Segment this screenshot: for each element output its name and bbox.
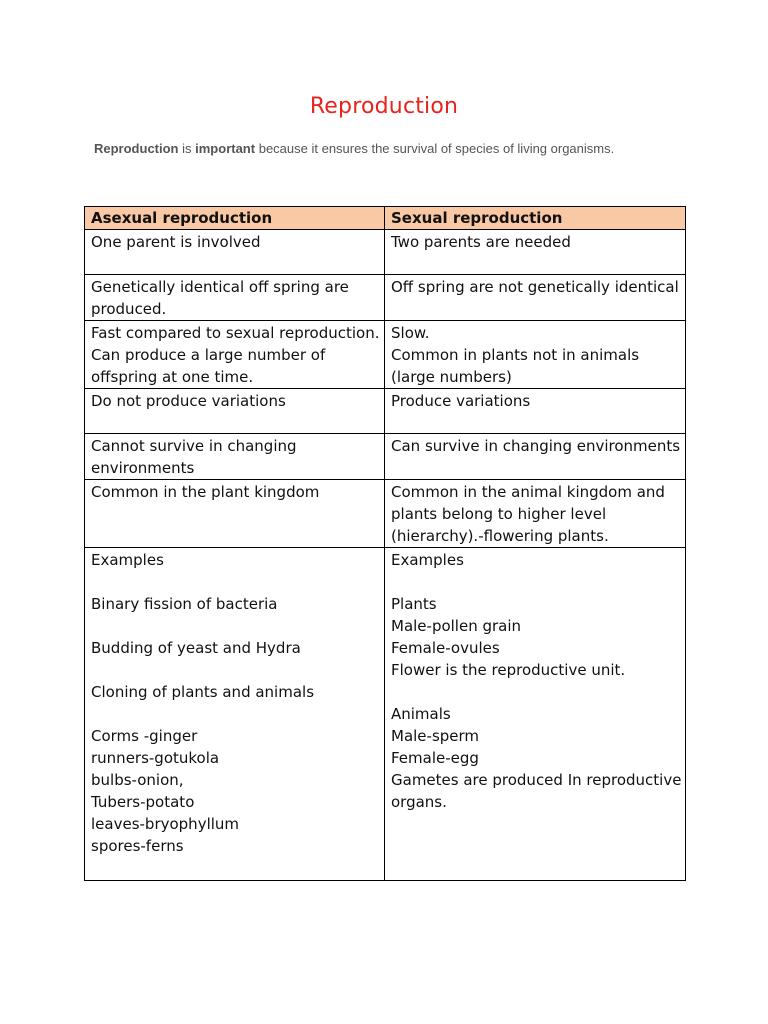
cell-line: Do not produce variations xyxy=(91,392,286,410)
asexual-cell xyxy=(85,389,385,434)
table-row xyxy=(85,548,686,881)
sexual-cell xyxy=(385,480,686,548)
intro-emphasis: important xyxy=(195,141,256,156)
cell-line xyxy=(391,571,679,593)
cell-line: Can survive in changing environments xyxy=(391,437,681,455)
table-header-row xyxy=(85,207,686,230)
cell-line: Genetically identical off spring are xyxy=(91,278,349,296)
asexual-cell xyxy=(85,480,385,548)
cell-line: Common in the plant kingdom xyxy=(91,483,320,501)
header-asexual: Asexual reproduction xyxy=(85,207,385,230)
cell-line: Cloning of plants and animals xyxy=(91,683,315,701)
cell-line xyxy=(391,681,679,703)
cell-line: Common in plants not in animals xyxy=(391,346,640,364)
cell-line xyxy=(91,703,378,725)
cell-line: (hierarchy).-flowering plants. xyxy=(391,527,609,545)
cell-line xyxy=(91,615,378,637)
asexual-cell xyxy=(85,275,385,321)
cell-line: Gametes are produced In reproductive xyxy=(391,771,682,789)
table-row xyxy=(85,275,686,321)
cell-line: Can produce a large number of xyxy=(91,346,326,364)
cell-line: Tubers-potato xyxy=(91,793,195,811)
cell-line: Examples xyxy=(391,551,464,569)
cell-line: Female-egg xyxy=(391,749,479,767)
asexual-cell xyxy=(85,548,385,881)
intro-paragraph xyxy=(94,141,714,156)
cell-line: Animals xyxy=(391,705,451,723)
cell-line xyxy=(91,571,378,593)
asexual-cell xyxy=(85,321,385,389)
cell-line: organs. xyxy=(391,793,447,811)
cell-line: Two parents are needed xyxy=(391,233,571,251)
sexual-cell xyxy=(385,275,686,321)
intro-term: Reproduction xyxy=(94,141,179,156)
cell-line xyxy=(91,659,378,681)
header-sexual: Sexual reproduction xyxy=(385,207,686,230)
intro-is: is xyxy=(182,141,192,156)
cell-line: Male-pollen grain xyxy=(391,617,522,635)
cell-line: Female-ovules xyxy=(391,639,500,657)
cell-line: Plants xyxy=(391,595,437,613)
cell-line: Slow. xyxy=(391,324,430,342)
table-row xyxy=(85,434,686,480)
cell-line: Flower is the reproductive unit. xyxy=(391,661,626,679)
cell-line: Budding of yeast and Hydra xyxy=(91,639,301,657)
cell-line: runners-gotukola xyxy=(91,749,220,767)
cell-line: spores-ferns xyxy=(91,837,184,855)
page-title: Reproduction xyxy=(309,94,459,119)
comparison-table xyxy=(84,206,686,881)
cell-line: Fast compared to sexual reproduction. xyxy=(91,324,380,342)
sexual-cell xyxy=(385,548,686,881)
table-row xyxy=(85,389,686,434)
cell-line: offspring at one time. xyxy=(91,368,254,386)
sexual-cell xyxy=(385,321,686,389)
cell-line: produced. xyxy=(91,300,167,318)
table-row xyxy=(85,480,686,548)
sexual-cell xyxy=(385,434,686,480)
cell-line: Corms -ginger xyxy=(91,727,198,745)
sexual-cell xyxy=(385,230,686,275)
asexual-cell xyxy=(85,230,385,275)
cell-line: Cannot survive in changing xyxy=(91,437,297,455)
cell-line: Examples xyxy=(91,551,164,569)
cell-line: Produce variations xyxy=(391,392,531,410)
cell-line: environments xyxy=(91,459,195,477)
sexual-cell xyxy=(385,389,686,434)
table-row xyxy=(85,321,686,389)
cell-line: Male-sperm xyxy=(391,727,480,745)
cell-line: Off spring are not genetically identical xyxy=(391,278,679,296)
cell-line: (large numbers) xyxy=(391,368,512,386)
cell-line: leaves-bryophyllum xyxy=(91,815,240,833)
cell-line: Binary fission of bacteria xyxy=(91,595,278,613)
cell-line: plants belong to higher level xyxy=(391,505,607,523)
table-row xyxy=(85,230,686,275)
cell-line: bulbs-onion, xyxy=(91,771,184,789)
asexual-cell xyxy=(85,434,385,480)
cell-line: One parent is involved xyxy=(91,233,261,251)
intro-rest: because it ensures the survival of species of living organisms. xyxy=(258,141,615,156)
cell-line: Common in the animal kingdom and xyxy=(391,483,665,501)
table-body xyxy=(85,230,686,881)
